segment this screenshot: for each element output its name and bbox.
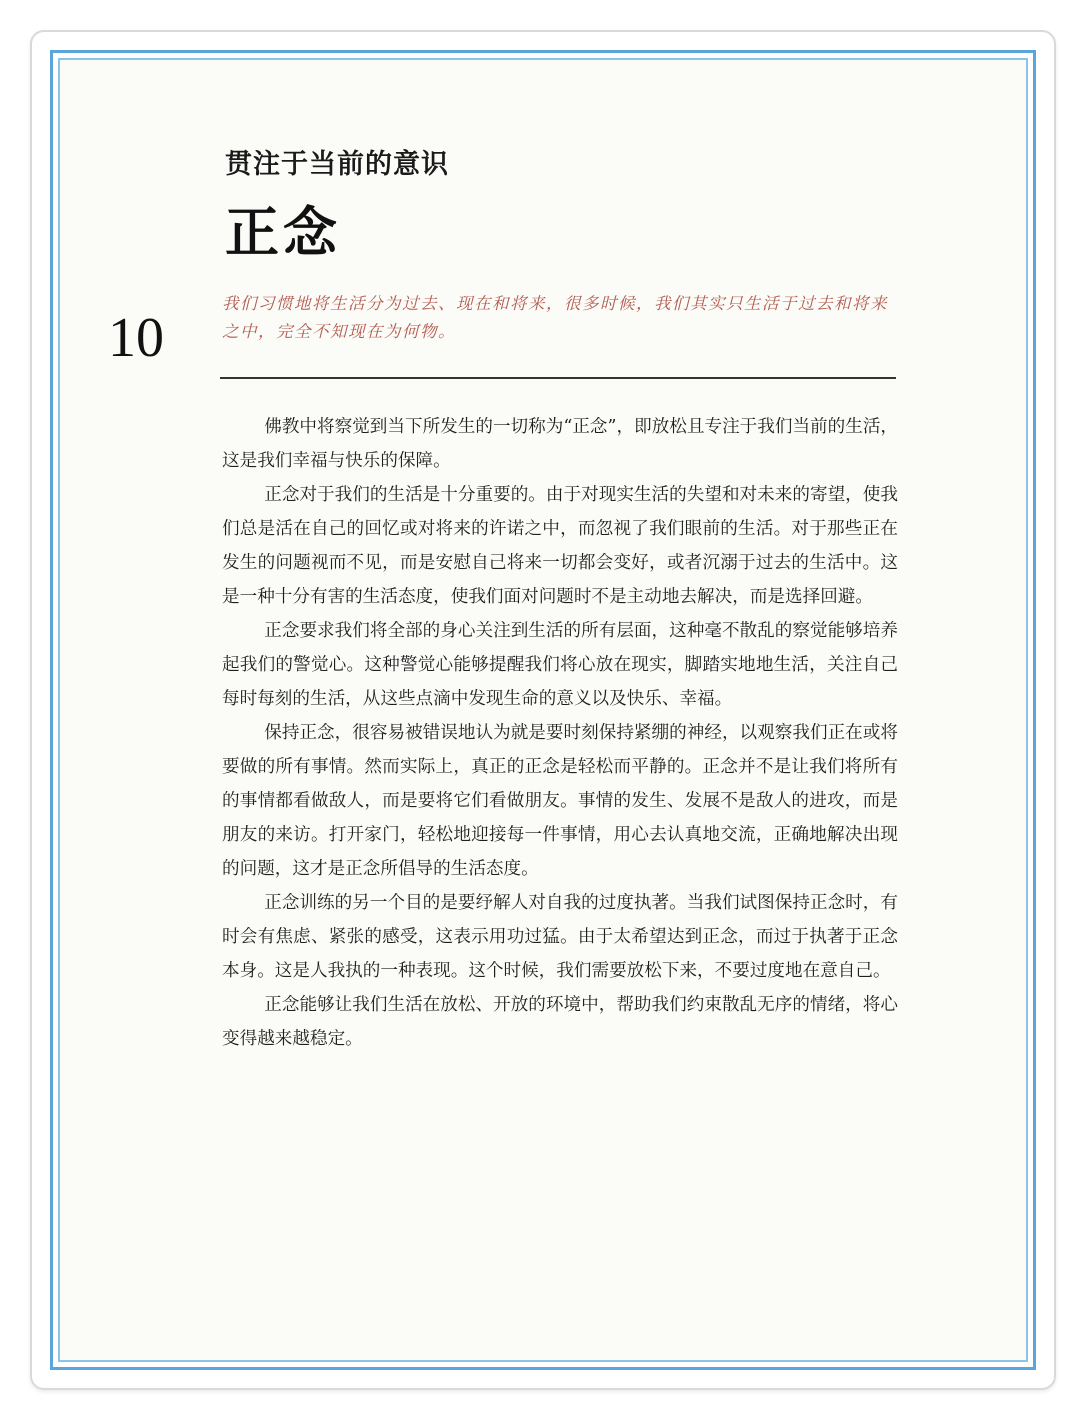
section-subtitle: 贯注于当前的意识 — [225, 149, 449, 180]
paragraph-1: 佛教中将察觉到当下所发生的一切称为“正念”，即放松且专注于我们当前的生活，这是我们幸福与快乐的保障。 — [222, 417, 899, 471]
paragraph-2: 正念对于我们的生活是十分重要的。由于对现实生活的失望和对未来的寄望，使我们总是活在自己的回忆或对将来的许诺之中，而忽视了我们眼前的生活。对于那些正在发生的问题视而不见，而是安慰自己将来一切都会变好，或者沉溺于过去的生活中。这是一种十分有害的生活态度，使我们面对问题时不是主动地去解决，而是选择回避。 — [222, 485, 898, 607]
paragraph-3: 正念要求我们将全部的身心关注到生活的所有层面，这种毫不散乱的察觉能够培养起我们的警觉心。这种警觉心能够提醒我们将心放在现实，脚踏实地地生活，关注自己每时每刻的生活，从这些点滴中发现生命的意义以及快乐、幸福。 — [222, 621, 898, 709]
body-text — [222, 410, 898, 1056]
divider-line — [220, 377, 896, 379]
chapter-number: 10 — [108, 307, 164, 369]
section-title: 正念 — [225, 200, 341, 264]
intro-quote: 我们习惯地将生活分为过去、现在和将来，很多时候，我们其实只生活于过去和将来之中，完全不知现在为何物。 — [222, 294, 888, 341]
paragraph-6: 正念能够让我们生活在放松、开放的环境中，帮助我们约束散乱无序的情绪，将心变得越来越稳定。 — [222, 995, 898, 1049]
paragraph-5: 正念训练的另一个目的是要纾解人对自我的过度执著。当我们试图保持正念时，有时会有焦虑、紧张的感受，这表示用功过猛。由于太希望达到正念，而过于执著于正念本身。这是人我执的一种表现。这个时候，我们需要放松下来，不要过度地在意自己。 — [222, 893, 898, 981]
paragraph-4: 保持正念，很容易被错误地认为就是要时刻保持紧绷的神经，以观察我们正在或将要做的所有事情。然而实际上，真正的正念是轻松而平静的。正念并不是让我们将所有的事情都看做敌人，而是要将它们看做朋友。事情的发生、发展不是敌人的进攻，而是朋友的来访。打开家门，轻松地迎接每一件事情，用心去认真地交流，正确地解决出现的问题，这才是正念所倡导的生活态度。 — [222, 723, 898, 879]
